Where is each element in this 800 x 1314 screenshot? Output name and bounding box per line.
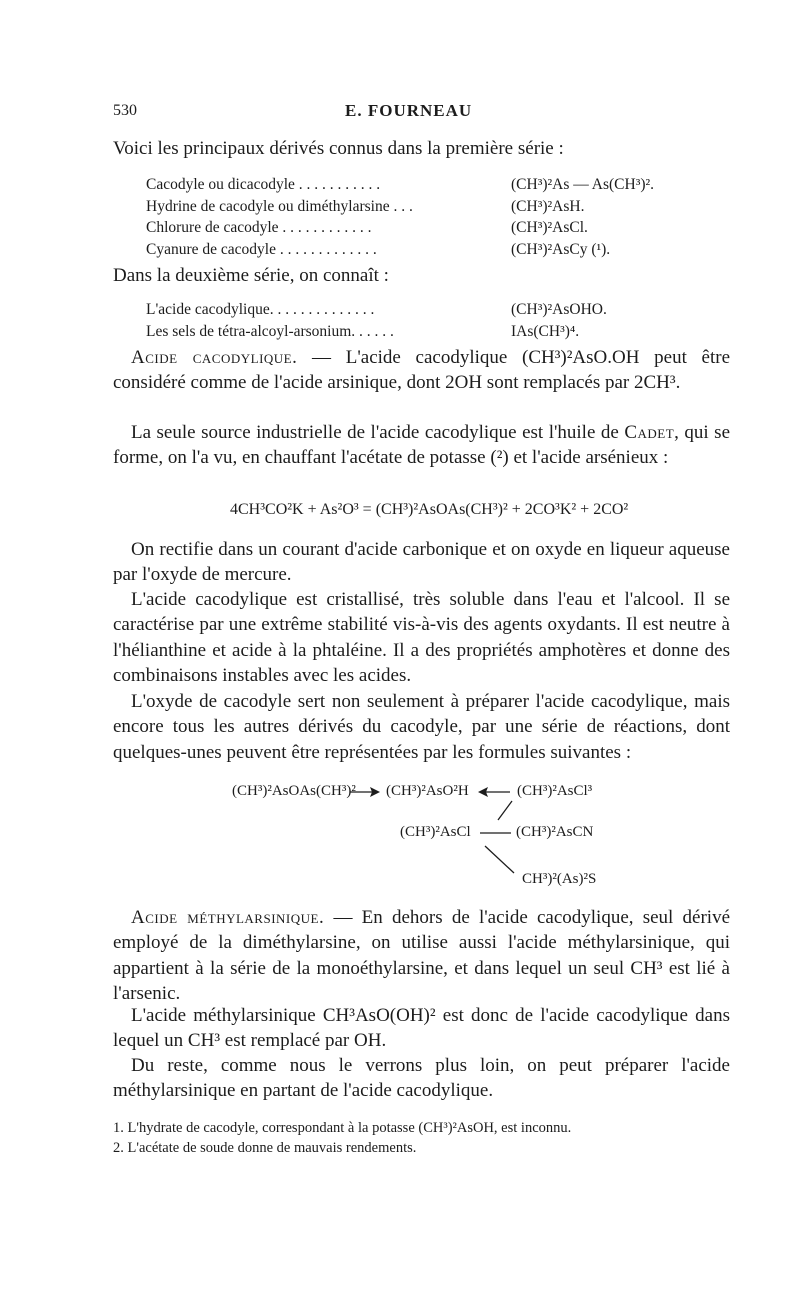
- paragraph-rectifie: On rectifie dans un courant d'acide carbonique et on oxyde en liqueur aqueuse par l'oxyde de mercure.: [113, 539, 730, 586]
- bond-line: [485, 846, 514, 873]
- compound-formula: (CH³)²As — As(CH³)².: [511, 176, 655, 193]
- intro-first-series: Voici les principaux dérivés connus dans la première série :: [113, 138, 564, 159]
- intro-second-series: Dans la deuxième série, on connaît :: [113, 265, 389, 286]
- footnotes: [113, 1118, 753, 1158]
- paragraph-text: La seule source industrielle de l'acide cacodylique est l'huile de: [131, 422, 619, 443]
- running-head: E. FOURNEAU: [345, 101, 473, 120]
- compound-formula: (CH³)²AsCy (¹).: [511, 240, 611, 258]
- compound-name: Chlorure de cacodyle . . . . . . . . . . . .: [146, 219, 372, 236]
- page-number: 530: [113, 102, 137, 119]
- section-text: En dehors de l'acide cacodylique, seul dérivé employé de la diméthylarsine, on utilise aussi l'acide méthylarsinique, qui appartient à la série de la monoéthylarsine, et dans lequel un seul CH³ est lié à l'arsenic.: [113, 907, 731, 1005]
- scheme-cyanide: (CH³)²AsCN: [516, 824, 594, 840]
- author-name: Cadet: [624, 422, 675, 443]
- section-text: L'acide cacodylique (CH³)²AsO.OH peut être considéré comme de l'acide arsinique, dont 2OH sont remplacés par 2CH³.: [113, 347, 730, 394]
- paragraph-oxyde: L'oxyde de cacodyle sert non seulement à préparer l'acide cacodylique, mais encore tous les autres dérivés du cacodyle, par une série de réactions, dont quelques-unes peuvent être représentées par les formules suivantes :: [113, 691, 730, 763]
- scheme-oxide: (CH³)²AsOAs(CH³)²: [232, 783, 356, 799]
- compound-formula: (CH³)²AsH.: [511, 197, 585, 215]
- reaction-equation: 4CH³CO²K + As²O³ = (CH³)²AsOAs(CH³)² + 2CO³K² + 2CO²: [230, 501, 629, 518]
- scheme-chloride: (CH³)²AsCl: [400, 824, 471, 840]
- compound-formula: IAs(CH³)⁴.: [511, 322, 580, 340]
- compound-name: Cacodyle ou dicacodyle . . . . . . . . . . .: [146, 176, 381, 193]
- paragraph-du-reste: Du reste, comme nous le verrons plus loin, on peut préparer l'acide méthylarsinique en partant de l'acide cacodylique.: [113, 1055, 730, 1102]
- compound-formula: (CH³)²AsOHO.: [511, 301, 607, 318]
- section-acide-methylarsinique: Acide méthylarsinique. — En dehors de l'acide cacodylique, seul dérivé employé de la diméthylarsine, on utilise aussi l'acide méthylarsinique, qui appartient à la série de la monoéthylarsine, et dans lequel un seul CH³ est lié à l'arsenic.: [113, 907, 731, 1005]
- bond-line: [498, 801, 512, 820]
- compound-name: Hydrine de cacodyle ou diméthylarsine . . .: [146, 197, 413, 215]
- section-heading: Acide méthylarsinique.: [131, 907, 325, 928]
- paragraph-proprietes: L'acide cacodylique est cristallisé, très soluble dans l'eau et l'alcool. Il se caractérise par une extrême stabilité vis-à-vis des agents oxydants. Il est neutre à l'hélianthine et acide à la phtaléine. Il a des propriétés amphotères et donne des combinaisons instables avec les acides.: [113, 589, 730, 687]
- footnote: 2. L'acétate de soude donne de mauvais rendements.: [113, 1140, 417, 1156]
- compound-name: L'acide cacodylique. . . . . . . . . . . . . .: [146, 301, 375, 318]
- scheme-sulfide: CH³)²(As)²S: [522, 871, 597, 887]
- paragraph-text: , qui se forme, on l'a vu, en chauffant l'acétate de potasse (²) et l'acide arsénieux :: [113, 422, 730, 469]
- paragraph-methyl-definition: L'acide méthylarsinique CH³AsO(OH)² est donc de l'acide cacodylique dans lequel un CH³ est remplacé par OH.: [113, 1005, 730, 1052]
- scheme-acid: (CH³)²AsO²H: [386, 783, 469, 799]
- compound-formula: (CH³)²AsCl.: [511, 219, 588, 236]
- section-heading: Acide cacodylique.: [131, 347, 298, 368]
- compound-name: Cyanure de cacodyle . . . . . . . . . . . . .: [146, 240, 377, 258]
- scheme-trichloride: (CH³)²AsCl³: [517, 783, 593, 799]
- compound-name: Les sels de tétra-alcoyl-arsonium. . . . . .: [146, 322, 394, 340]
- footnote: 1. L'hydrate de cacodyle, correspondant à la potasse (CH³)²AsOH, est inconnu.: [113, 1120, 572, 1136]
- section-acide-cacodylique: Acide cacodylique. — L'acide cacodylique (CH³)²AsO.OH peut être considéré comme de l'acide arsinique, dont 2OH sont remplacés par 2CH³.: [113, 347, 730, 394]
